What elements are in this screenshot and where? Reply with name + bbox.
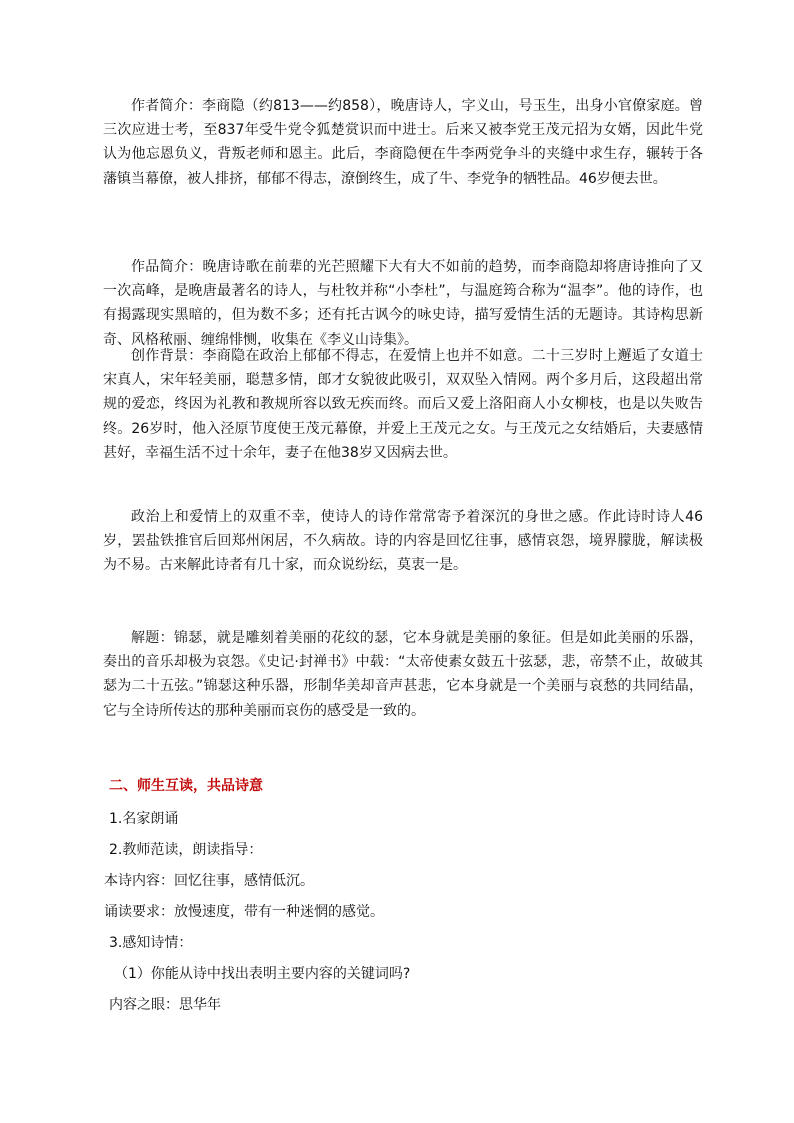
creation-background-paragraph: 创作背景：李商隐在政治上郁郁不得志，在爱情上也并不如意。二十三岁时上邂逅了女道士宋真人，宋年轻美丽，聪慧多情，郎才女貌彼此吸引，双双坠入情网。两个多月后，这段超出常规的爱恋，终因为礼教和教规所容以致无疾而终。而后又爱上洛阳商人小女柳枝，也是以失败告终。26岁时，他入泾原节度使王茂元幕僚，并爱上王茂元之女。与王茂元之女结婚后，夫妻感情甚好，幸福生活不过十余年，妻子在他38岁又因病去世。 xyxy=(103,348,703,461)
author-intro-paragraph: 作者简介：李商隐（约813——约858），晚唐诗人，字义山，号玉生，出身小官僚家庭。曾三次应进士考，至837年受牛党令狐楚赏识而中进士。后来又被李党王茂元招为女婿，因此牛党认为他忘恩负义，背叛老师和恩主。此后，李商隐便在牛李两党争斗的夹缝中求生存，辗转于各藩镇当幕僚，被人排挤，郁郁不得志，潦倒终生，成了牛、李党争的牺牲品。46岁便去世。 xyxy=(103,98,703,187)
list-item: 2.教师范读，朗读指导： xyxy=(109,842,263,858)
list-item: 内容之眼：思华年 xyxy=(109,997,221,1013)
list-item: 诵读要求：放慢速度，带有一种迷惘的感觉。 xyxy=(104,904,384,920)
list-item: （1）你能从诗中找出表明主要内容的关键词吗? xyxy=(114,966,411,982)
list-item: 3.感知诗情： xyxy=(109,935,193,951)
list-item: 本诗内容：回忆往事，感情低沉。 xyxy=(104,873,314,889)
poem-context-paragraph: 政治上和爱情上的双重不幸，使诗人的诗作常常寄予着深沉的身世之感。作此诗时诗人46岁，罢盐铁推官后回郑州闲居，不久病故。诗的内容是回忆往事，感情哀怨，境界朦胧，解读极为不易。古来解此诗者有几十家，而众说纷纭，莫衷一是。 xyxy=(103,509,703,574)
title-explanation-paragraph: 解题：锦瑟，就是雕刻着美丽的花纹的瑟，它本身就是美丽的象征。但是如此美丽的乐器，奏出的音乐却极为哀怨。《史记·封禅书》中载：“太帝使素女鼓五十弦瑟，悲，帝禁不止，故破其瑟为二十五弦。”锦瑟这种乐器，形制华美却音声甚悲，它本身就是一个美丽与哀愁的共同结晶，它与全诗所传达的那种美丽而哀伤的感受是一致的。 xyxy=(103,630,703,719)
work-intro-paragraph: 作品简介：晚唐诗歌在前辈的光芒照耀下大有大不如前的趋势，而李商隐却将唐诗推向了又一次高峰，是晚唐最著名的诗人，与杜牧并称“小李杜”，与温庭筠合称为“温李”。他的诗作，也有揭露现实黑暗的，但为数不多；还有托古讽今的咏史诗，描写爱情生活的无题诗。其诗构思新奇、风格秾丽、缠绵悱恻，收集在《李义山诗集》。 xyxy=(103,259,703,348)
list-item: 1.名家朗诵 xyxy=(109,811,179,827)
section-heading: 二、师生互读，共品诗意 xyxy=(109,778,263,794)
